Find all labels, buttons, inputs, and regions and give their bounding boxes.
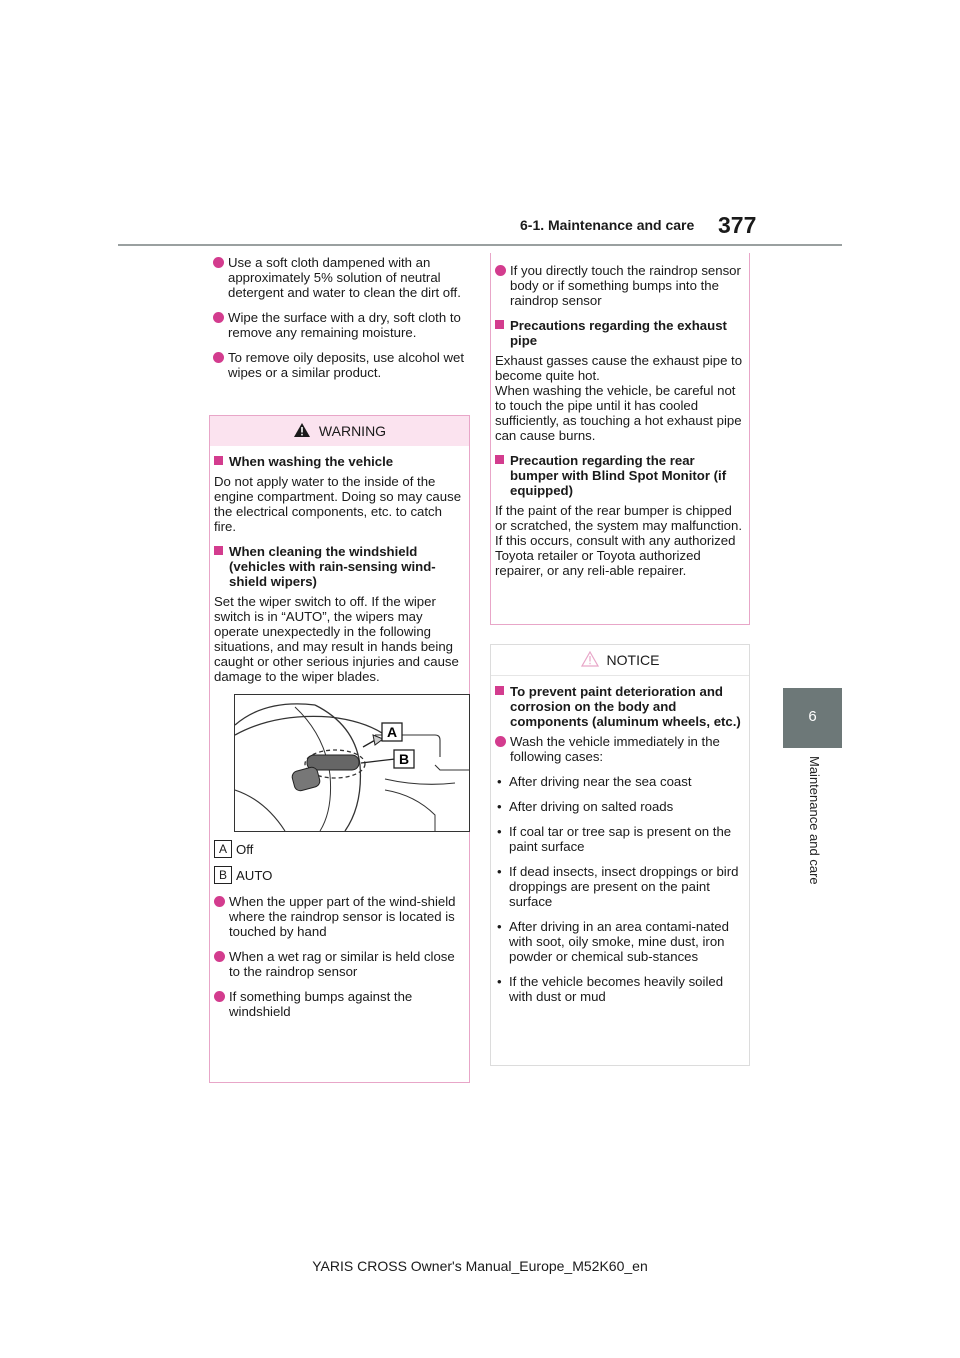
label-b-text: AUTO xyxy=(236,867,273,883)
label-off xyxy=(214,840,465,858)
warning-box xyxy=(209,415,470,1083)
warning-header xyxy=(210,416,469,446)
svg-text:B: B xyxy=(399,751,410,767)
list-item: When the upper part of the wind-shield where the raindrop sensor is located is touched by hand xyxy=(214,894,465,939)
warning-heading-washing: When washing the vehicle xyxy=(214,454,465,469)
list-item: Wash the vehicle immediately in the following cases: xyxy=(495,734,745,764)
list-item: • If the vehicle becomes heavily soiled with dust or mud xyxy=(495,974,745,1004)
list-item: • After driving near the sea coast xyxy=(495,774,745,789)
warning-continued-box xyxy=(490,253,750,625)
footer-manual-title: YARIS CROSS Owner's Manual_Europe_M52K60_en xyxy=(312,1258,648,1274)
label-b-box: B xyxy=(214,866,232,884)
label-auto xyxy=(214,866,465,884)
chapter-tab[interactable] xyxy=(783,688,842,748)
list-item: To remove oily deposits, use alcohol wet wipes or a similar product. xyxy=(213,350,468,380)
warning-title: WARNING xyxy=(318,423,387,439)
warning-text-bumper: If the paint of the rear bumper is chipped or scratched, the system may malfunction. If this occurs, consult with any authorized Toyota retailer or Toyota authorized repairer, or any reli-able repairer. xyxy=(495,503,742,578)
list-item: When a wet rag or similar is held close to the raindrop sensor xyxy=(214,949,465,979)
list-item: Use a soft cloth dampened with an approximately 5% solution of neutral detergent and water to clean the dirt off. xyxy=(213,255,468,300)
section-title: 6-1. Maintenance and care xyxy=(520,217,695,233)
list-item: • After driving in an area contami-nated with soot, oily smoke, mine dust, iron powder or chemical sub-stances xyxy=(495,919,745,964)
chapter-number: 6 xyxy=(808,708,817,725)
header-divider xyxy=(118,244,842,246)
warning-text-exhaust-2: When washing the vehicle, be careful not to touch the pipe until it has cooled sufficiently, as touching a hot exhaust pipe can cause burns. xyxy=(495,383,742,443)
list-item: If you directly touch the raindrop sensor body or if something bumps into the raindrop sensor xyxy=(495,263,745,308)
label-a-box: A xyxy=(214,840,232,858)
notice-title: NOTICE xyxy=(606,652,660,668)
warning-triangle-icon xyxy=(293,422,311,438)
warning-heading-bumper: Precaution regarding the rear bumper with Blind Spot Monitor (if equipped) xyxy=(495,453,745,498)
list-item: If something bumps against the windshield xyxy=(214,989,465,1019)
list-item: • After driving on salted roads xyxy=(495,799,745,814)
intro-bullets xyxy=(213,255,468,390)
warning-heading-exhaust: Precautions regarding the exhaust pipe xyxy=(495,318,745,348)
notice-box xyxy=(490,644,750,1066)
notice-header xyxy=(491,645,749,676)
page-number: 377 xyxy=(718,212,757,238)
svg-text:A: A xyxy=(387,724,398,740)
list-item: • If coal tar or tree sap is present on the paint surface xyxy=(495,824,745,854)
warning-heading-windshield: When cleaning the windshield (vehicles with rain-sensing wind-shield wipers) xyxy=(214,544,465,589)
label-a-text: Off xyxy=(236,841,254,857)
notice-heading: To prevent paint deterioration and corrosion on the body and components (aluminum wheels, etc.) xyxy=(495,684,745,729)
warning-text-windshield: Set the wiper switch to off. If the wiper switch is in “AUTO”, the wipers may operate unexpectedly in the following situations, and may result in hands being caught or other serious injuries and cause damage to the wiper blades. xyxy=(214,594,459,684)
list-item: Wipe the surface with a dry, soft cloth to remove any remaining moisture. xyxy=(213,310,468,340)
warning-text-washing: Do not apply water to the inside of the engine compartment. Doing so may cause the electrical components, etc. to catch fire. xyxy=(214,474,462,534)
warning-text-exhaust-1: Exhaust gasses cause the exhaust pipe to become quite hot. xyxy=(495,353,743,383)
wiper-switch-illustration xyxy=(234,694,470,832)
list-item: • If dead insects, insect droppings or bird droppings are present on the paint surface xyxy=(495,864,745,909)
chapter-title: Maintenance and care xyxy=(807,756,822,885)
notice-triangle-icon xyxy=(581,651,599,667)
